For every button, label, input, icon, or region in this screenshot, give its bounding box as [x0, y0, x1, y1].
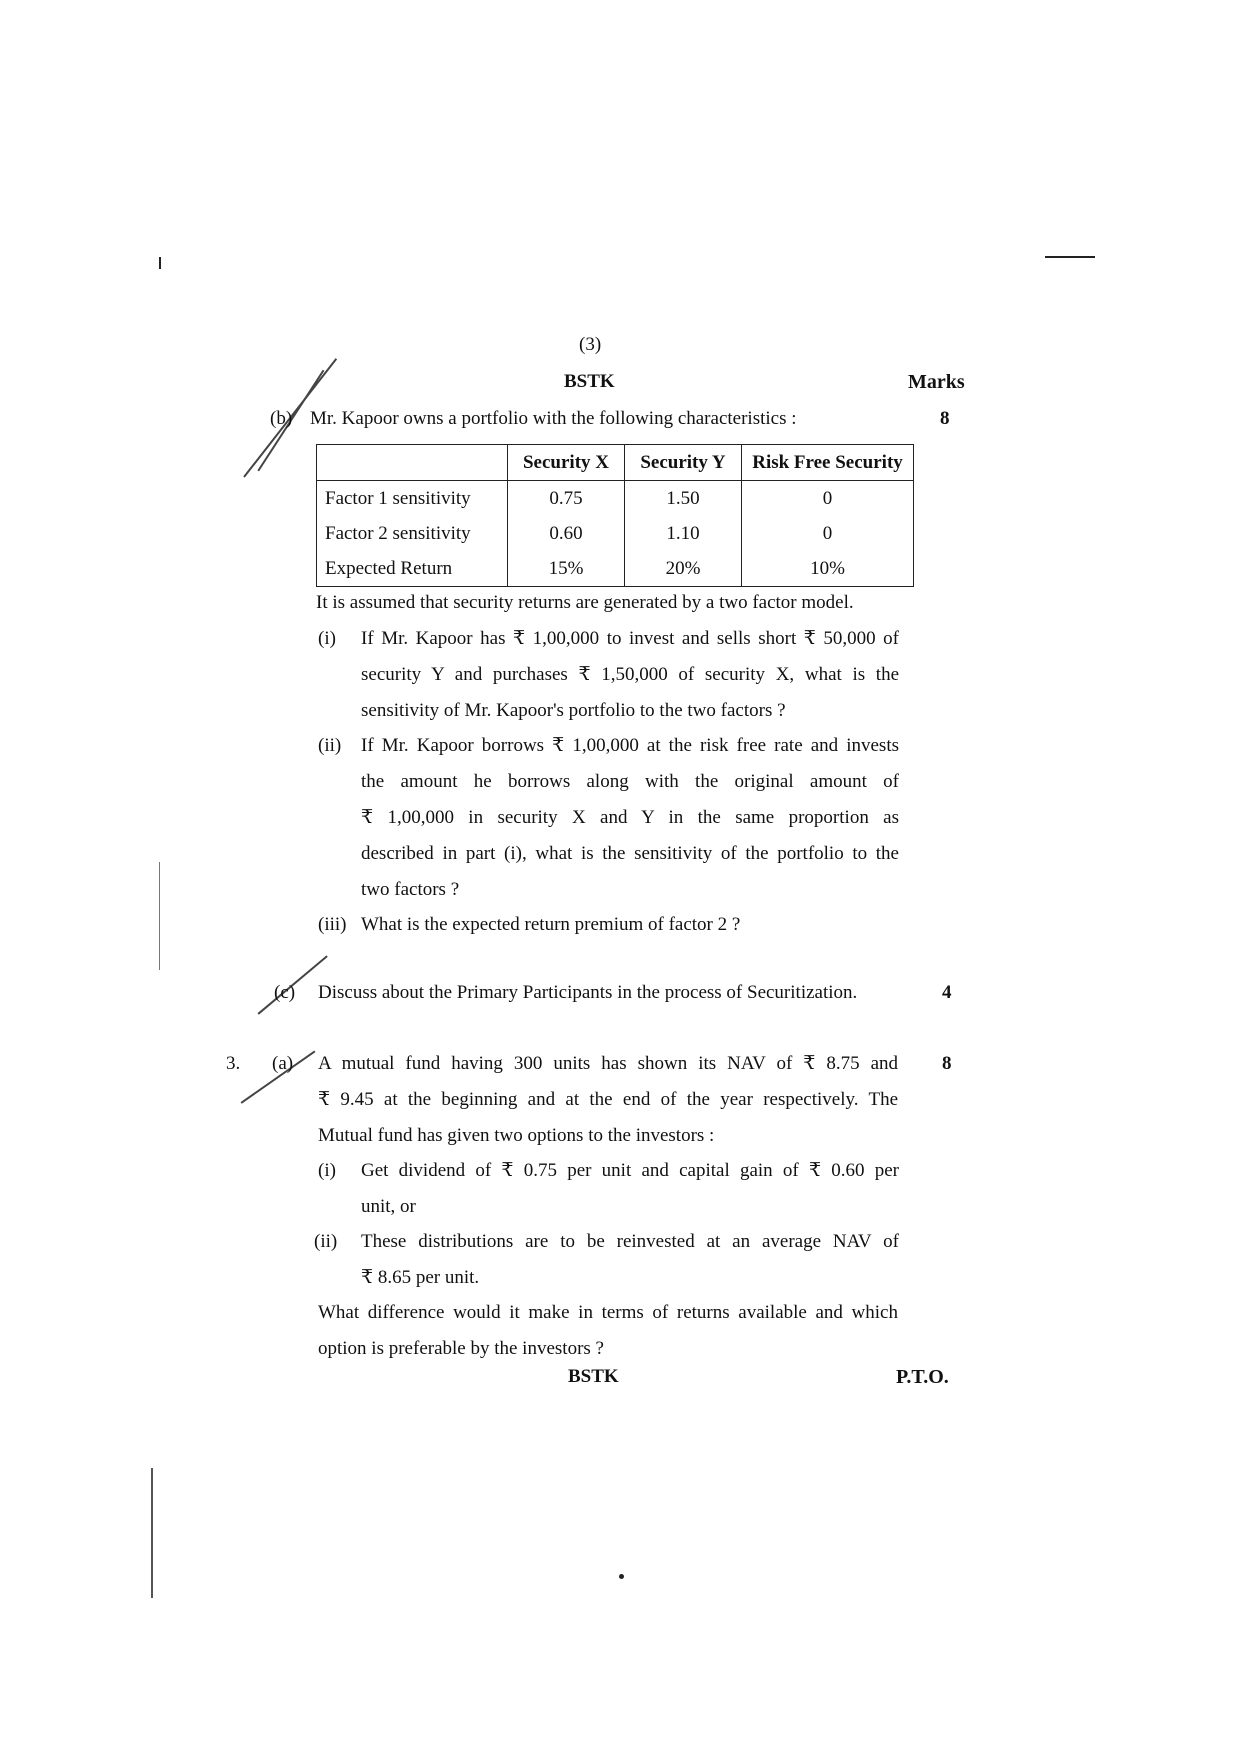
part-line: If Mr. Kapoor borrows ₹ 1,00,000 at the risk free rate and invests — [361, 735, 899, 756]
part-number: (ii) — [318, 735, 342, 756]
q2c-marks: 4 — [942, 982, 952, 1003]
q3-number: 3. — [226, 1053, 241, 1074]
paper-code-bottom: BSTK — [568, 1366, 619, 1387]
part-line: security Y and purchases ₹ 1,50,000 of security X, what is the — [361, 664, 899, 685]
q3a-intro-line: A mutual fund having 300 units has shown its NAV of ₹ 8.75 and — [318, 1053, 898, 1074]
table-cell: Expected Return — [317, 551, 508, 587]
q3a-marks: 8 — [942, 1053, 952, 1074]
part-line: If Mr. Kapoor has ₹ 1,00,000 to invest and sells short ₹ 50,000 of — [361, 628, 899, 649]
table-header-blank — [317, 445, 508, 481]
table-cell: 20% — [625, 551, 742, 587]
table-cell: 15% — [508, 551, 625, 587]
part-line: the amount he borrows along with the original amount of — [361, 771, 899, 792]
table-row — [317, 516, 914, 551]
part-line: two factors ? — [361, 879, 460, 900]
table-cell: 0 — [742, 516, 914, 551]
option-line: ₹ 8.65 per unit. — [361, 1267, 480, 1288]
table-row — [317, 551, 914, 587]
q3a-intro-line: ₹ 9.45 at the beginning and at the end of the year respectively. The — [318, 1089, 898, 1110]
option-number: (i) — [318, 1160, 336, 1181]
table-header: Security X — [508, 445, 625, 481]
table-header: Risk Free Security — [742, 445, 914, 481]
q2c-label: (c) — [274, 982, 296, 1003]
table-header-row — [317, 445, 914, 481]
q3a-question-line: option is preferable by the investors ? — [318, 1338, 604, 1359]
table-cell: 0.75 — [508, 481, 625, 517]
paper-code-top: BSTK — [564, 371, 615, 392]
scan-dot — [619, 1574, 624, 1579]
q2c-text: Discuss about the Primary Participants in the process of Securitization. — [318, 982, 858, 1003]
margin-tick — [159, 257, 161, 269]
part-number: (iii) — [318, 914, 347, 935]
q3a-label: (a) — [272, 1053, 294, 1074]
part-line: sensitivity of Mr. Kapoor's portfolio to the two factors ? — [361, 700, 786, 721]
q2b-label: (b) — [270, 408, 293, 429]
part-number: (i) — [318, 628, 336, 649]
q2b-intro: Mr. Kapoor owns a portfolio with the following characteristics : — [310, 408, 797, 429]
table-cell: 1.10 — [625, 516, 742, 551]
q2b-marks: 8 — [940, 408, 950, 429]
q3a-question-line: What difference would it make in terms of returns available and which — [318, 1302, 898, 1323]
part-line: ₹ 1,00,000 in security X and Y in the same proportion as — [361, 807, 899, 828]
part-line: What is the expected return premium of factor 2 ? — [361, 914, 741, 935]
q3a-intro-line: Mutual fund has given two options to the investors : — [318, 1125, 715, 1146]
table-cell: Factor 1 sensitivity — [317, 481, 508, 517]
margin-line-bottom — [151, 1468, 153, 1598]
pto-label: P.T.O. — [896, 1366, 949, 1388]
top-right-rule — [1045, 256, 1095, 258]
option-line: unit, or — [361, 1196, 416, 1217]
table-cell: 0 — [742, 481, 914, 517]
q2b-assumption: It is assumed that security returns are generated by a two factor model. — [316, 592, 854, 613]
table-cell: 1.50 — [625, 481, 742, 517]
table-cell: Factor 2 sensitivity — [317, 516, 508, 551]
page-number: (3) — [579, 334, 602, 355]
option-number: (ii) — [314, 1231, 338, 1252]
factor-table — [316, 444, 914, 587]
option-line: Get dividend of ₹ 0.75 per unit and capital gain of ₹ 0.60 per — [361, 1160, 899, 1181]
part-line: described in part (i), what is the sensitivity of the portfolio to the — [361, 843, 899, 864]
marks-heading: Marks — [908, 371, 965, 393]
margin-line — [159, 862, 160, 970]
table-cell: 10% — [742, 551, 914, 587]
table-cell: 0.60 — [508, 516, 625, 551]
table-row — [317, 481, 914, 517]
option-line: These distributions are to be reinvested at an average NAV of — [361, 1231, 899, 1252]
table-header: Security Y — [625, 445, 742, 481]
